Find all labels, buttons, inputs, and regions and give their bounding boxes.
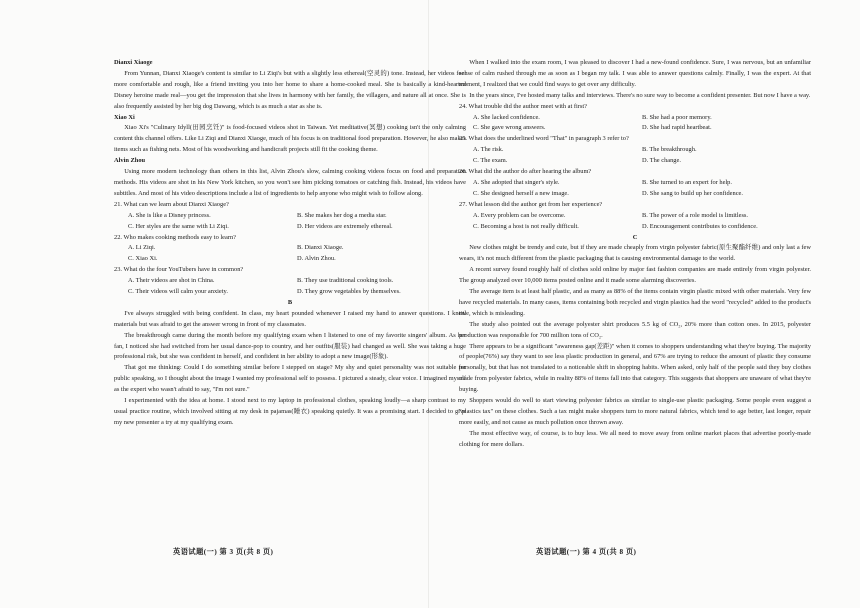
paragraph: The breakthrough came during the month before my qualifying exam when I listened to one of my favorite singers' album. As her fan, I noticed she had switched from her usual dance-pop to country, and her outfits(服装) had changed as well. She was taking a huge professional risk, but she was confident in herself, and confident in her ability to adopt a new image(形象). [114, 331, 466, 361]
paragraph: The average item is at least half plastic, and as many as 88% of the items contain virgin plastic mixed with other materials. Very few have recycled materials. In many cases, items containing both recycled and virgin plastics had the word "recycled" added to the product's title, which is misleading. [459, 288, 811, 317]
answer-option: C. Becoming a host is not really difficult. [473, 222, 579, 230]
paragraph: Xiao Xi's "Culinary Idyll(田园烹饪)" is food-focused videos shot in Taiwan. Yet meditative(冥想) cooking isn't the only calming content this channel offers. Like Li Ziqi and Dianxi Xiaoge, much of his focus is on traditional food preparation. However, he also makes items such as fishing nets. Most of his woodworking and handicraft projects still fit the cooking theme. [114, 124, 466, 154]
answer-option: B. The power of a role model is limitless. [642, 211, 749, 219]
page-4-footer: 英语试题(一) 第 4 页(共 8 页) [536, 548, 637, 556]
answer-option: D. Alvin Zhou. [297, 255, 336, 263]
answer-option: A. She is like a Disney princess. [128, 211, 211, 219]
question: 21. What can we learn about Dianxi Xiaoge? [114, 200, 229, 208]
question: 25. What does the underlined word "That" in paragraph 3 refer to? [459, 135, 629, 143]
question: 22. Who makes cooking methods easy to learn? [114, 233, 236, 241]
answer-option: B. They use traditional cooking tools. [297, 277, 394, 285]
answer-option: D. They grow vegetables by themselves. [297, 288, 401, 296]
paragraph: Shoppers would do well to start viewing polyester fabrics as similar to single-use plastic packaging. Some people even suggest a "plastics tax" on these clothes. Such a tax might make shoppers turn to more natural fabrics, which tend to age better, last longer, repair more easily, and not cause as much pollution once thrown away. [459, 397, 811, 426]
answer-option: B. She had a poor memory. [642, 113, 712, 121]
answer-option: B. The breakthrough. [642, 146, 697, 154]
question: 27. What lesson did the author get from her experience? [459, 200, 603, 208]
answer-option: C. The exam. [473, 157, 508, 165]
section-heading: Xiao Xi [114, 113, 135, 121]
answer-option: A. Li Ziqi. [128, 244, 156, 252]
paragraph: When I walked into the exam room, I was pleased to discover I had a new-found confidence. Sure, I was nervous, but an unfamiliar sense of calm rushed through me as soon as I began my talk. I was able to answer questions calmly. Finally, I was the expert. At that moment, I realized that we could find ways to get over any difficulty. [459, 59, 811, 88]
answer-option: D. The change. [642, 157, 681, 165]
page-3-column [114, 58, 466, 429]
question: 26. What did the author do after hearing the album? [459, 168, 592, 176]
paragraph: The most effective way, of course, is to buy less. We all need to move away from online market places that advertise poorly-made clothing for mere dollars. [459, 429, 811, 448]
answer-option: B. Dianxi Xiaoge. [297, 244, 344, 252]
paragraph: In the years since, I've hosted many talks and interviews. There's no sure way to become a confident presenter. But now I have a way. [469, 91, 811, 99]
question: 24. What trouble did the author meet with at first? [459, 102, 588, 110]
paragraph: There appears to be a significant "awareness gap(差距)" when it comes to shoppers understanding what they're buying. The majority of people(76%) say they want to see less plastic production in general, and 67% are trying to reduce the amount of plastic they consume personally, but that has not translated to a noticeable shift in shopping habits. When asked, only half of the people said they buy clothes made from polyester fabrics, while in reality 88% of items fall into that category. This suggests that shoppers are unaware of what they're buying. [459, 342, 811, 394]
paragraph: From Yunnan, Dianxi Xiaoge's content is similar to Li Ziqi's but with a slightly less ethereal(空灵的) tone. Instead, her videos feel more comfortable and rough, like a friend inviting you into her home to share a home-cooked meal. She is basically a kind-hearted Disney heroine made real—you get the impression that she lives in harmony with her family, the villagers, and nature all at once. She is also frequently assisted by her big dog Dawang, which is as much a star as she is. [114, 69, 466, 110]
answer-option: C. Xiao Xi. [128, 255, 158, 263]
passage-label: B [287, 298, 293, 306]
answer-options [459, 211, 811, 233]
answer-options [459, 178, 811, 200]
section-heading: Alvin Zhou [114, 157, 146, 165]
section-heading: Dianxi Xiaoge [114, 59, 153, 66]
page-3-footer: 英语试题(一) 第 3 页(共 8 页) [173, 548, 274, 556]
answer-options [114, 276, 466, 298]
answer-option: A. Every problem can be overcome. [473, 211, 566, 219]
answer-option: D. She had rapid heartbeat. [642, 124, 712, 132]
answer-option: C. Their videos will calm your anxiety. [128, 288, 228, 296]
page-4-column [459, 58, 811, 451]
paragraph: I experimented with the idea at home. I stood next to my laptop in professional clothes, speaking loudly—a sharp contrast to my usual practice routine, which involved sitting at my desk in pajamas(睡衣) speaking quietly. It was a promising start. I decided to give my new presenter a try at my qualifying exam. [114, 397, 466, 426]
answer-option: D. She sang to build up her confidence. [642, 189, 743, 197]
answer-option: A. The risk. [473, 146, 504, 154]
answer-option: D. Encouragement contributes to confidence. [642, 222, 758, 230]
answer-options [459, 145, 811, 167]
answer-option: B. She makes her dog a media star. [297, 211, 387, 219]
paragraph: The study also pointed out the average polyester shirt produces 5.5 kg of CO₂, 20% more than cotton ones. In 2015, polyester production was responsible for 700 million tons of CO₂. [459, 320, 811, 339]
paragraph: Using more modern technology than others in this list, Alvin Zhou's slow, calming cooking videos focus on food and preparation methods. His videos are shot in his New York kitchen, so you won't see him picking tomatoes or catching fish. Instead, his videos have subtitles. And most of his video descriptions include a list of ingredients to help anyone who might wish to follow along. [114, 168, 466, 197]
answer-option: A. She adopted that singer's style. [473, 178, 560, 186]
answer-option: A. Their videos are shot in China. [128, 277, 215, 285]
paragraph: New clothes might be trendy and cute, but if they are made cheaply from virgin polyester fabric(原生聚酯纤维) and only last a few wears, it's not much different from the plastic packaging that is causing environmental damage to the world. [459, 244, 811, 263]
passage-label: C [632, 233, 638, 241]
answer-options [114, 211, 466, 233]
answer-options [459, 113, 811, 135]
paragraph: That got me thinking: Could I do something similar before I stepped on stage? My shy and quiet personality was not suitable for public speaking, so I thought about the image I wanted my professional self to possess. I pictured a steady, clear voice. I imagined myself as the expert who wasn't afraid to say, "I'm not sure." [114, 364, 466, 394]
answer-option: C. Her styles are the same with Li Ziqi. [128, 222, 229, 230]
paragraph: A recent survey found roughly half of clothes sold online by major fast fashion companies are made entirely from virgin polyester. The group analyzed over 10,000 items posted online and it made some alarming discoveries. [459, 266, 811, 285]
answer-option: A. She lacked confidence. [473, 113, 540, 121]
question: 23. What do the four YouTubers have in common? [114, 266, 244, 274]
answer-option: C. She gave wrong answers. [473, 124, 546, 132]
answer-options [114, 243, 466, 265]
answer-option: D. Her videos are extremely ethereal. [297, 222, 393, 230]
paragraph: I've always struggled with being confident. In class, my heart pounded whenever I raised my hand to answer questions. I knew materials but was afraid to get the answer wrong in front of my classmates. [114, 309, 466, 328]
answer-option: B. She turned to an expert for help. [642, 178, 732, 186]
answer-option: C. She designed herself a new image. [473, 189, 569, 197]
